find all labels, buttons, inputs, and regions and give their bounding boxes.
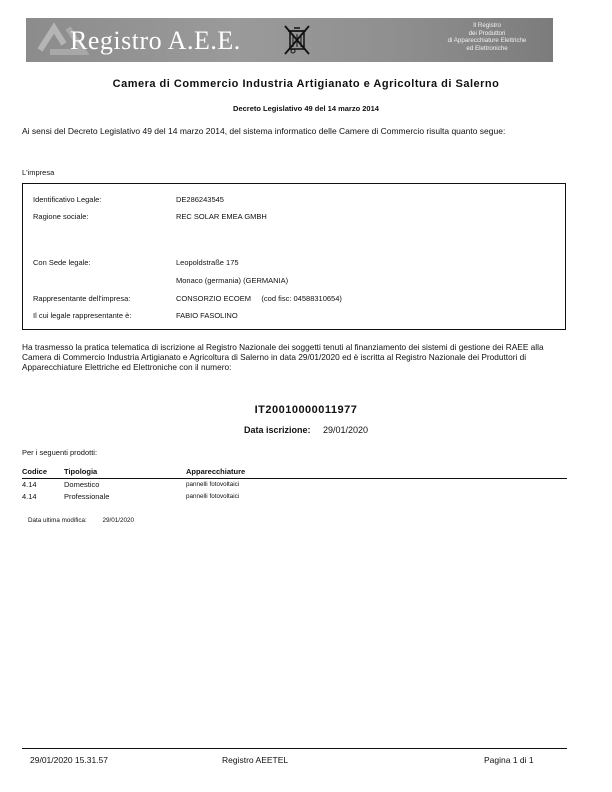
table-cell-type: Domestico <box>64 480 100 489</box>
intro-paragraph: Ai sensi del Decreto Legislativo 49 del 14 marzo 2014, del sistema informatico delle Camere di Commercio risulta quanto segue: <box>22 126 506 136</box>
table-header <box>22 466 567 479</box>
table-cell-type: Professionale <box>64 492 110 501</box>
table-cell-code: 4.14 <box>22 492 37 501</box>
decree-subtitle: Decreto Legislativo 49 del 14 marzo 2014 <box>233 104 379 113</box>
products-table <box>22 466 567 503</box>
banner-title: Registro A.E.E. <box>70 26 241 55</box>
banner-subtitle-line: ed Elettroniche <box>466 44 508 52</box>
last-modified-label: Data ultima modifica: <box>28 517 87 524</box>
crossed-bin-icon <box>282 23 312 57</box>
last-modified-value: 29/01/2020 <box>102 517 135 524</box>
table-cell-equipment: pannelli fotovoltaici <box>186 481 240 488</box>
legal-id-value: DE286243545 <box>176 195 224 204</box>
table-row <box>22 479 567 491</box>
banner-subtitle-line: di Apparecchiature Elettriche <box>447 37 527 44</box>
registered-office-city: Monaco (germania) (GERMANIA) <box>176 276 289 285</box>
registration-date-label: Data iscrizione: <box>243 425 311 435</box>
header-banner <box>26 18 553 62</box>
registration-paragraph: Ha trasmesso la pratica telematica di iscrizione al Registro Nazionale dei soggetti tenuti al finanziamento dei sistemi di gestione dei RAEE alla Camera di Commercio Industria Artigianato e Agricoltura di Salerno in data 29/01/2020 ed è iscritta al Registro Nazionale dei Produttori di Apparecchiature Elettriche ed Elettroniche con il numero: <box>22 342 544 372</box>
footer-page-number: Pagina 1 di 1 <box>484 755 534 765</box>
footer-timestamp: 29/01/2020 15.31.57 <box>30 755 108 765</box>
representative-value: CONSORZIO ECOEM (cod fisc: 04588310654) <box>176 294 342 303</box>
footer-registry: Registro AEETEL <box>222 755 289 765</box>
footer-divider <box>22 748 567 749</box>
company-section-label: L'impresa <box>22 168 55 177</box>
registration-date <box>0 425 612 435</box>
column-header-type: Tipologia <box>64 467 98 476</box>
registration-number: IT20010000011977 <box>254 404 358 416</box>
table-row <box>22 491 567 503</box>
legal-rep-label: Il cui legale rappresentante è: <box>33 311 132 320</box>
banner-subtitle-line: Il Registro <box>473 22 501 29</box>
banner-subtitle <box>427 22 547 52</box>
products-label: Per i seguenti prodotti: <box>22 448 98 457</box>
registration-date-value: 29/01/2020 <box>323 425 369 435</box>
table-cell-code: 4.14 <box>22 480 37 489</box>
legal-rep-value: FABIO FASOLINO <box>176 311 238 320</box>
company-name-value: REC SOLAR EMEA GMBH <box>176 212 267 221</box>
legal-id-label: Identificativo Legale: <box>33 195 102 204</box>
representative-label: Rappresentante dell'impresa: <box>33 294 131 303</box>
chamber-title: Camera di Commercio Industria Artigianato e Agricoltura di Salerno <box>112 78 500 90</box>
last-modified <box>28 517 134 524</box>
column-header-equipment: Apparecchiature <box>186 467 246 476</box>
company-name-label: Ragione sociale: <box>33 212 89 221</box>
registered-office-street: Leopoldstraße 175 <box>176 258 239 267</box>
company-details-box <box>22 183 566 330</box>
registered-office-label: Con Sede legale: <box>33 258 91 267</box>
table-cell-equipment: pannelli fotovoltaici <box>186 493 240 500</box>
banner-subtitle-line: dei Produttori <box>468 29 506 37</box>
column-header-code: Codice <box>22 467 48 476</box>
